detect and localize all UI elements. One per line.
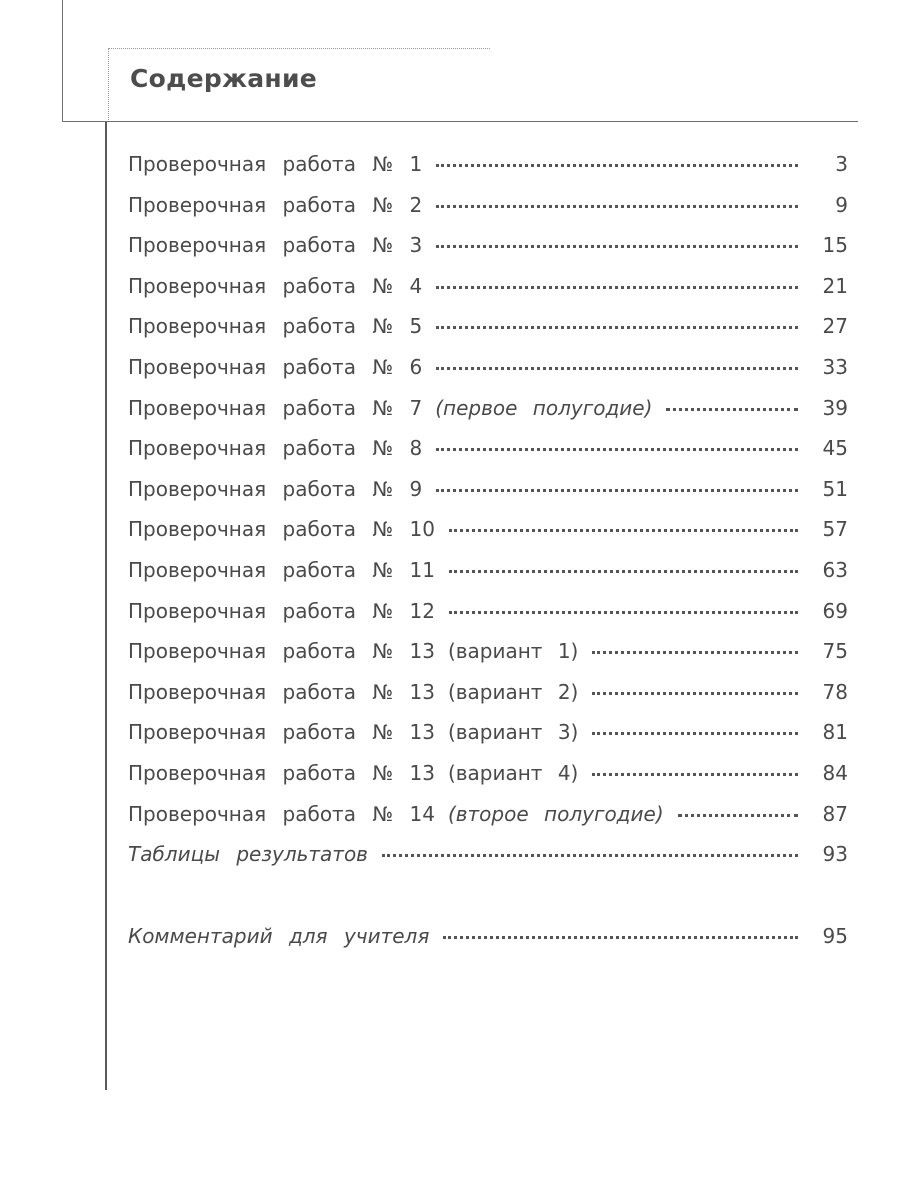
toc-entry-page-number: 45 [822, 436, 848, 461]
toc-entry [128, 314, 848, 354]
toc-entry-label: Проверочная работа № 7 [128, 395, 423, 420]
toc-entry-page-number: 15 [822, 233, 848, 258]
toc-entry-label: Проверочная работа № 12 [128, 598, 435, 623]
dot-leader [449, 570, 798, 573]
toc-entry [128, 761, 848, 801]
toc-entry-page-number: 39 [822, 395, 848, 420]
toc-entry-note: (вариант 2) [447, 679, 579, 704]
toc-entry [128, 396, 848, 436]
toc-entry-page-number: 57 [822, 517, 848, 542]
toc-entry-label: Комментарий для учителя [128, 924, 430, 948]
toc-entry-label: Проверочная работа № 13 [128, 639, 435, 664]
toc-entry-page-number: 95 [822, 924, 848, 948]
toc-entry-label: Проверочная работа № 11 [128, 558, 435, 582]
toc-entry-label: Проверочная работа № 13 [128, 679, 435, 704]
toc-entry-page-number: 33 [822, 355, 848, 379]
toc-entry-page-number: 51 [822, 476, 848, 501]
toc-entry-page-number: 3 [835, 152, 848, 176]
toc-entry-label: Проверочная работа № 1 [128, 152, 423, 176]
dot-leader [436, 448, 798, 451]
toc-entry [128, 842, 848, 882]
toc-entry [128, 802, 848, 842]
toc-entry-label: Проверочная работа № 2 [128, 192, 423, 217]
toc-entry-page-number: 84 [822, 761, 848, 785]
toc-entry-label: Проверочная работа № 9 [128, 476, 423, 501]
toc-entry [128, 558, 848, 598]
toc-entry [128, 193, 848, 233]
toc-entry-label: Проверочная работа № 14 [128, 801, 435, 826]
toc-entry [128, 355, 848, 395]
dot-leader [436, 245, 798, 248]
toc-entry-label: Проверочная работа № 8 [128, 436, 423, 461]
toc-entry-label: Таблицы результатов [128, 842, 368, 867]
dot-leader [449, 529, 798, 532]
dot-leader [592, 773, 798, 776]
dot-leader [666, 408, 798, 411]
toc-entry-page-number: 9 [835, 192, 848, 217]
dot-leader [592, 692, 798, 695]
margin-rule-top [62, 0, 63, 122]
toc-entry [128, 599, 848, 639]
toc-entry [128, 274, 848, 314]
toc-entry [128, 639, 848, 679]
toc-entry-label: Проверочная работа № 13 [128, 720, 435, 745]
header-rule [62, 121, 858, 122]
dot-leader [443, 936, 798, 939]
toc-entry [128, 924, 848, 964]
toc-entry-note: (второе полугодие) [447, 801, 664, 826]
dot-leader [592, 732, 798, 735]
dot-leader [449, 611, 798, 614]
dot-leader [436, 326, 798, 329]
dot-leader [436, 367, 798, 370]
toc-entry-page-number: 78 [822, 679, 848, 704]
dot-leader [436, 205, 798, 208]
toc-entry-page-number: 69 [822, 598, 848, 623]
toc-entry-label: Проверочная работа № 5 [128, 314, 423, 339]
toc-entry-page-number: 21 [822, 273, 848, 298]
toc-entry-page-number: 81 [822, 720, 848, 745]
toc-entry [128, 233, 848, 273]
toc-entry-note: (первое полугодие) [435, 395, 653, 420]
dot-leader [436, 164, 798, 167]
dot-leader [382, 854, 798, 857]
toc-entry-note: (вариант 3) [447, 720, 579, 745]
toc-entry-label: Проверочная работа № 10 [128, 517, 435, 542]
toc-entry [128, 477, 848, 517]
toc-entry [128, 436, 848, 476]
toc-entry-note: (вариант 1) [447, 639, 579, 664]
page-title: Содержание [130, 64, 318, 93]
toc-entry [128, 152, 848, 192]
dot-leader [592, 651, 798, 654]
toc-entry-label: Проверочная работа № 6 [128, 355, 423, 379]
toc-entry-label: Проверочная работа № 3 [128, 233, 423, 258]
toc-entry-page-number: 87 [822, 801, 848, 826]
toc-entry [128, 517, 848, 557]
toc-entry-label: Проверочная работа № 4 [128, 273, 423, 298]
dot-leader [436, 489, 798, 492]
toc-entry-page-number: 27 [822, 314, 848, 339]
toc-entry-note: (вариант 4) [447, 761, 579, 785]
toc-entry [128, 720, 848, 760]
dot-leader [678, 814, 798, 817]
margin-rule-left [105, 122, 107, 1090]
toc-entry-label: Проверочная работа № 13 [128, 761, 435, 785]
toc-entry [128, 680, 848, 720]
toc-entry-page-number: 63 [822, 558, 848, 582]
toc-entry-page-number: 93 [822, 842, 848, 867]
dot-leader [436, 286, 798, 289]
toc-entry-page-number: 75 [822, 639, 848, 664]
